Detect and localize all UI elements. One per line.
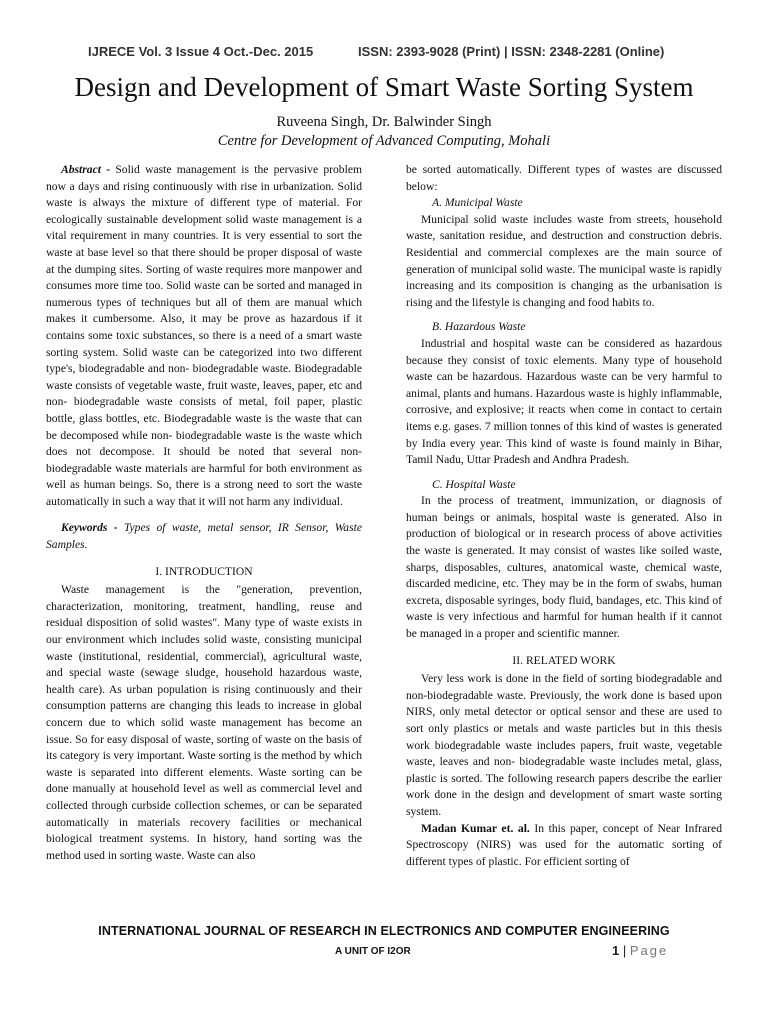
abstract-label: Abstract - — [61, 163, 111, 176]
abstract-text: Solid waste management is the pervasive problem now a days and rising continuously with rise in urbanization. Solid waste is always the mixture of different type of material. For ecologically sustainable development solid waste management is a vital requirement in many countries. It is very essential to sort the waste at base level so that there should be proper disposal of waste at the dumping sites. Sorting of waste requires more manpower and consumes more time too. Solid waste can be sorted and managed in numerous types of techniques but all of them are manual which makes it cumbersome. Also, it may be prove as hazardous if it contains some toxic substances, so there is a need of a smart waste sorting system. Solid waste can be categorized into two different type's, biodegradable and non- biodegradable waste. Biodegradable waste consists of vegetable waste, fruit waste, leaves, paper, etc and non- biodegradable waste consists of metal, foil paper, plastic bottle, glass bottles, etc. Biodegradable waste is the waste that can be decomposed while non- biodegradable waste is the waste which does not decompose. It should be noted that several non-biodegradable waste materials are harmful for both environment as well as human beings. So, there is a strong need to sort the waste automatically in such a way that it will not harm any individual. — [46, 163, 362, 508]
hospital-waste-heading: C. Hospital Waste — [432, 477, 516, 491]
page-number — [612, 943, 668, 958]
page-word: Page — [629, 943, 669, 958]
hazardous-waste-heading: B. Hazardous Waste — [432, 320, 526, 334]
keywords-label: Keywords - — [61, 521, 118, 535]
madan-kumar-name: Madan Kumar et. al. — [421, 821, 530, 835]
paper-title: Design and Development of Smart Waste Sorting System — [74, 72, 694, 102]
footer-unit: A UNIT OF I2OR — [335, 946, 411, 957]
journal-issn: ISSN: 2393-9028 (Print) | ISSN: 2348-2281 (Online) — [358, 44, 665, 59]
left-column — [46, 162, 362, 864]
introduction-text: Waste management is the "generation, prevention, characterization, monitoring, treatment, handling, reuse and residual disposition of solid wastes". Many type of waste exists in our environment which includes solid waste, consisting municipal waste (institutional, residential, commercial), agricultural waste, and special waste (sewage sludge, household hazardous waste, health care). As urban population is rising continuously and their consumption patterns are changing this leads to increase in global concern due to which solid waste management has become an issue. So for easy disposal of waste, sorting of waste on the basis of its category is very important. Waste sorting is the method by which waste is separated into different elements. Waste sorting can be done manually at household level as well as commercial level and collected through curbside collection schemes, or can be separated automatically in materials recovery facilities or mechanical biological treatment systems. In history, hand sorting was the method used in sorting waste. Waste can also — [46, 583, 362, 862]
hazardous-waste-text: Industrial and hospital waste can be considered as hazardous because they consist of toxic elements. Many type of household waste can be hazardous. Hazardous waste can be very harmful to animal, plants and humans. Hazardous waste is highly inflammable, corrosive, and explosive; it reacts when come in contact to certain items e.g. gases. 7 million tonnes of this kind of wastes is generated by India every year. This kind of waste is found mainly in Bihar, Tamil Nadu, Uttar Pradesh and Andhra Pradesh. — [406, 336, 722, 467]
related-work-heading: II. RELATED WORK — [512, 653, 616, 667]
keywords-paragraph — [46, 520, 362, 553]
hospital-waste-text: In the process of treatment, immunization, or diagnosis of human beings or animals, hospital waste is generated. Also in production of biological or in research process of above activities the waste is generated. It may consist of wastes like soiled waste, sharps, disposables, cultures, anatomical waste, chemical waste, discarded medicine, etc. They may be in the form of swabs, human excreta, disposable syringes, body fluid, bandages, etc. This kind of waste is very infectious and harmful for human health if it cannot be managed in a proper and scientific manner. — [406, 494, 722, 641]
journal-volume: IJRECE Vol. 3 Issue 4 Oct.-Dec. 2015 — [88, 44, 314, 59]
introduction-heading: I. INTRODUCTION — [155, 564, 253, 578]
right-column — [406, 162, 722, 870]
page-number-value: 1 — [612, 943, 620, 958]
footer-journal-name: INTERNATIONAL JOURNAL OF RESEARCH IN ELECTRONICS AND COMPUTER ENGINEERING — [98, 924, 670, 938]
keywords-text: Types of waste, metal sensor, IR Sensor, Waste Samples. — [46, 521, 362, 552]
paper-authors: Ruveena Singh, Dr. Balwinder Singh — [276, 114, 492, 130]
related-work-text: Very less work is done in the field of sorting biodegradable and non-biodegradable waste. Previously, the work done is based upon NIRS, only metal detector or optical sensor and these are used to sort only plastics or metals and waste particles but in this thesis work biodegradable waste includes papers, fruit waste, vegetable waste, leaves and non- biodegradable waste includes metal, glass, plastic is sorted. The following research papers describe the earlier work done in the design and development of smart waste sorting system. — [406, 672, 722, 818]
paper-affiliation: Centre for Development of Advanced Computing, Mohali — [217, 133, 551, 149]
municipal-waste-text: Municipal solid waste includes waste from streets, household waste, sanitation residue, and destruction and construction debris. Residential and commercial complexes are the main source of generation of municipal solid waste. The municipal waste is rapidly increasing and its composition is changing as the urbanisation is rising and the lifestyle is changing and food habits to. — [406, 212, 722, 309]
madan-kumar-text: In this paper, concept of Near Infrared Spectroscopy (NIRS) was used for the automatic sorting of different types of plastic. For efficient sorting of — [406, 821, 722, 868]
page-separator: | — [622, 943, 627, 958]
introduction-continued: be sorted automatically. Different types of wastes are discussed below: — [406, 163, 722, 193]
municipal-waste-heading: A. Municipal Waste — [432, 196, 523, 210]
abstract-paragraph — [46, 162, 362, 510]
madan-kumar-paragraph — [406, 821, 722, 871]
